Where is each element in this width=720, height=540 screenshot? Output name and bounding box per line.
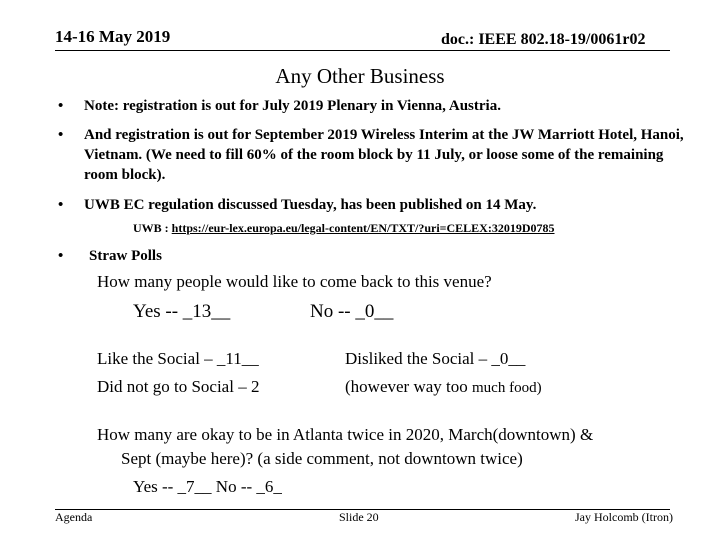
poll-answer-no: No -- _0__: [310, 301, 394, 322]
bullet-item: [58, 195, 698, 215]
header-divider: [55, 50, 670, 51]
bullet-text: And registration is out for September 2019 Wireless Interim at the JW Marriott Hotel, Hanoi, Vietnam. (We need to fill 60% of the room block by 11 July, or loose some of the remaining room block).: [84, 127, 684, 183]
bullet-text: UWB EC regulation discussed Tuesday, has been published on 14 May.: [84, 197, 537, 213]
social-note-main: (however way too: [345, 377, 472, 396]
poll-question-atlanta-line1: How many are okay to be in Atlanta twice in 2020, March(downtown) &: [97, 425, 594, 444]
footer-slide-number: Slide 20: [339, 510, 379, 524]
bullet-dot: •: [58, 248, 64, 264]
poll-question-venue: How many people would like to come back to this venue?: [97, 272, 492, 291]
eur-lex-link[interactable]: https://eur-lex.europa.eu/legal-content/EN/TXT/?uri=CELEX:32019D0785: [171, 221, 555, 235]
bullet-item: [58, 125, 698, 187]
social-note: [345, 377, 542, 397]
bullet-dot: •: [58, 197, 64, 213]
poll-answer-atlanta: Yes -- _7__ No -- _6_: [133, 477, 282, 496]
bullet-dot: •: [58, 127, 64, 143]
social-disliked: Disliked the Social – _0__: [345, 349, 526, 368]
slide-title: Any Other Business: [275, 64, 445, 88]
uwb-reference: [133, 221, 555, 236]
social-note-tail: much food): [472, 380, 542, 396]
bullet-item: [58, 96, 698, 116]
header-date: 14-16 May 2019: [55, 27, 171, 46]
footer-author: Jay Holcomb (Itron): [575, 510, 673, 524]
poll-answer-yes: Yes -- _13__: [133, 301, 231, 322]
bullet-text: Note: registration is out for July 2019 Plenary in Vienna, Austria.: [84, 98, 501, 114]
bullet-item-straw-polls: [58, 246, 358, 266]
footer-agenda: Agenda: [55, 510, 93, 524]
bullet-dot: •: [58, 98, 64, 114]
header-doc-id: doc.: IEEE 802.18-19/0061r02: [441, 31, 646, 48]
social-did-not-go: Did not go to Social – 2: [97, 377, 260, 396]
poll-question-atlanta-line2: Sept (maybe here)? (a side comment, not downtown twice): [121, 449, 523, 468]
uwb-prefix: UWB :: [133, 221, 172, 235]
social-liked: Like the Social – _11__: [97, 349, 259, 368]
bullet-text: Straw Polls: [89, 248, 162, 264]
